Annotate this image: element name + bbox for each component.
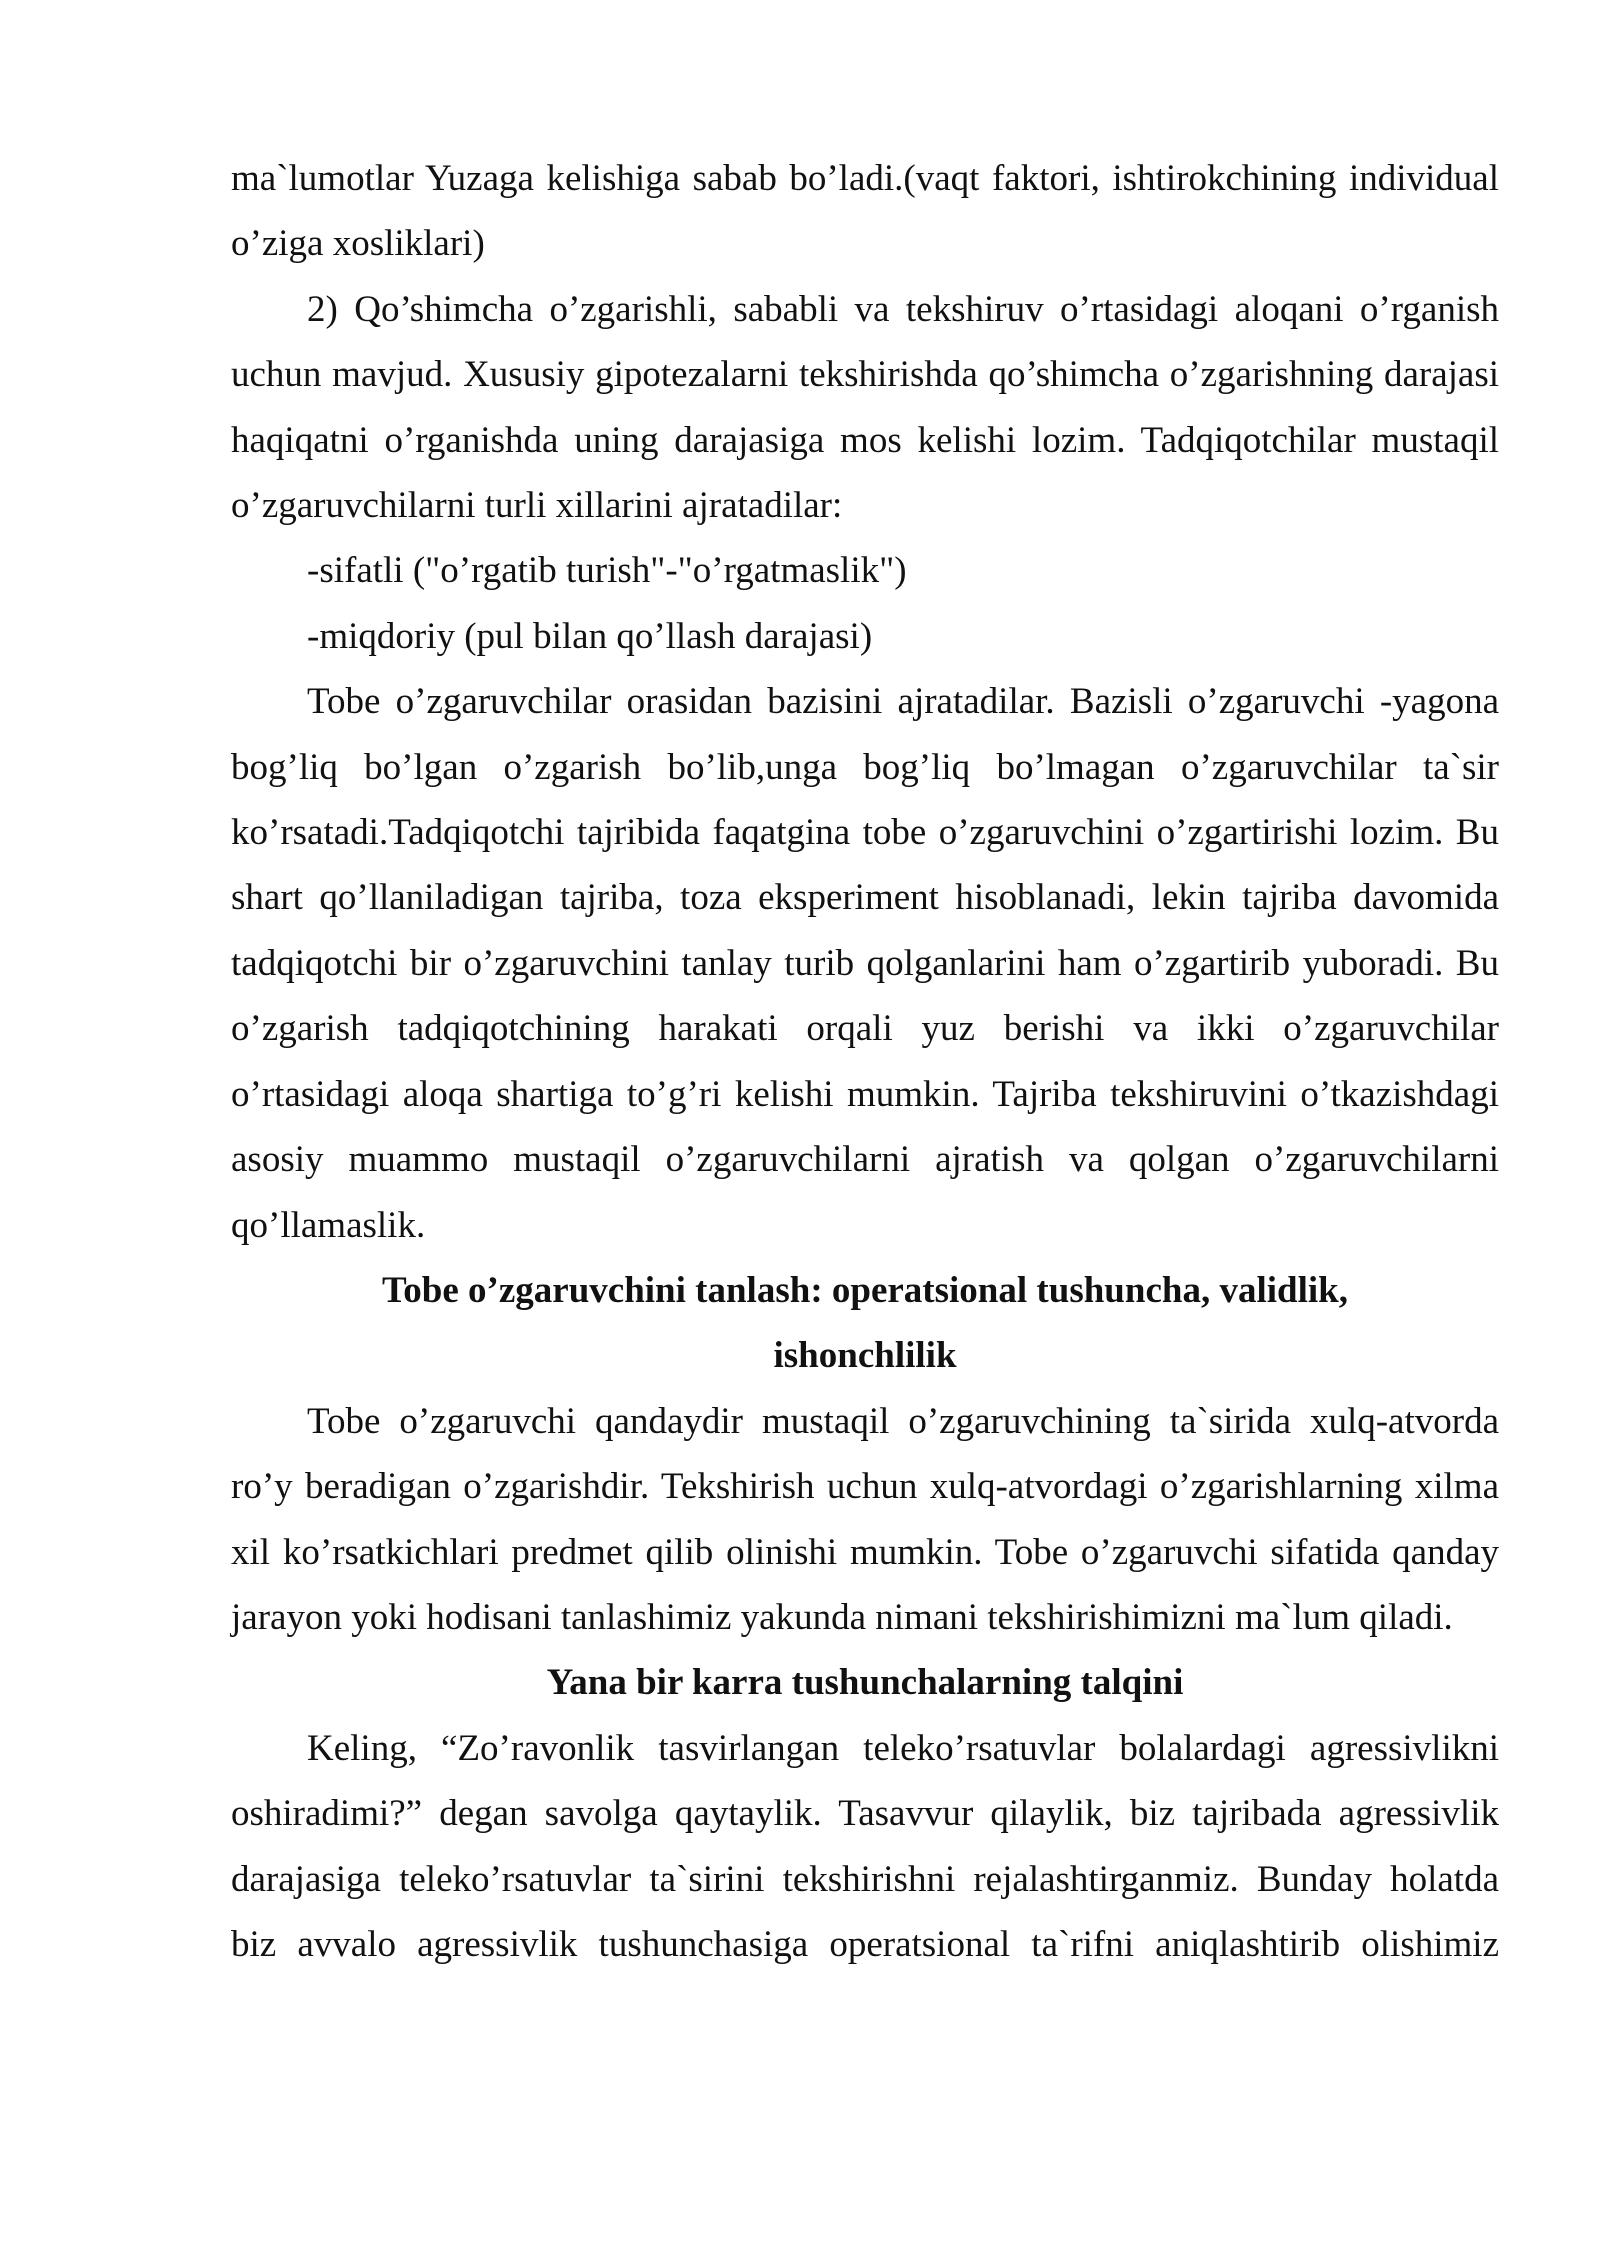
paragraph-3: Tobe o’zgaruvchilar orasidan bazisini ajratadilar. Bazisli o’zgaruvchi -yagona bog’liq bo’lgan o’zgarish bo’lib,unga bog’liq bo’lmagan o’zgaruvchilar ta`sir ko’rsatadi.Tadqiqotchi tajribida faqatgina tobe o’zgaruvchini o’zgartirishi lozim. Bu shart qo’llaniladigan tajriba, toza eksperiment hisoblanadi, lekin tajriba davomida tadqiqotchi bir o’zgaruvchini tanlay turib qolganlarini ham o’zgartirib yuboradi. Bu o’zgarish tadqiqotchining harakati orqali yuz berishi va ikki o’zgaruvchilar o’rtasidagi aloqa shartiga to’g’ri kelishi mumkin. Tajriba tekshiruvini o’tkazishdagi asosiy muammo mustaqil o’zgaruvchilarni ajratish va qolgan o’zgaruvchilarni qo’llamaslik.: [231, 681, 1499, 1246]
section-heading-1: [231, 1258, 1499, 1389]
paragraph-5: Keling, “Zo’ravonlik tasvirlangan teleko’rsatuvlar bolalardagi agressivlikni oshiradimi?” degan savolga qaytaylik. Tasavvur qilaylik, biz tajribada agressivlik darajasiga teleko’rsatuvlar ta`sirini tekshirishni rejalashtirganmiz. Bunday holatda biz avvalo agressivlik tushunchasiga operatsional ta`rifni aniqlashtirib olishimiz: [231, 1727, 1499, 1965]
document-page: [231, 146, 1499, 1977]
paragraph-2: 2) Qo’shimcha o’zgarishli, sababli va tekshiruv o’rtasidagi aloqani o’rganish uchun mavjud. Xususiy gipotezalarni tekshirishda qo’shimcha o’zgarishning darajasi haqiqatni o’rganishda uning darajasiga mos kelishi lozim. Tadqiqotchilar mustaqil o’zgaruvchilarni turli xillarini ajratadilar:: [231, 288, 1499, 527]
list-item-quantitative: -miqdoriy (pul bilan qo’llash darajasi): [307, 615, 873, 657]
section-heading-2: Yana bir karra tushunchalarning talqini: [546, 1662, 1184, 1704]
paragraph-1: ma`lumotlar Yuzaga kelishiga sabab bo’ladi.(vaqt faktori, ishtirokchining individual o’ziga xosliklari): [231, 158, 1499, 265]
paragraph-4: Tobe o’zgaruvchi qandaydir mustaqil o’zgaruvchining ta`sirida xulq-atvorda ro’y beradigan o’zgarishdir. Tekshirish uchun xulq-atvordagi o’zgarishlarning xilma xil ko’rsatkichlari predmet qilib olinishi mumkin. Tobe o’zgaruvchi sifatida qanday jarayon yoki hodisani tanlashimiz yakunda nimani tekshirishimizni ma`lum qiladi.: [231, 1400, 1499, 1638]
section-heading-1-line-1: Tobe o’zgaruvchini tanlash: operatsional tushuncha, validlik,: [382, 1269, 1348, 1311]
section-heading-1-line-2: ishonchlilik: [773, 1335, 957, 1377]
list-item-qualitative: -sifatli ("o’rgatib turish"-"o’rgatmaslik"): [307, 550, 907, 592]
